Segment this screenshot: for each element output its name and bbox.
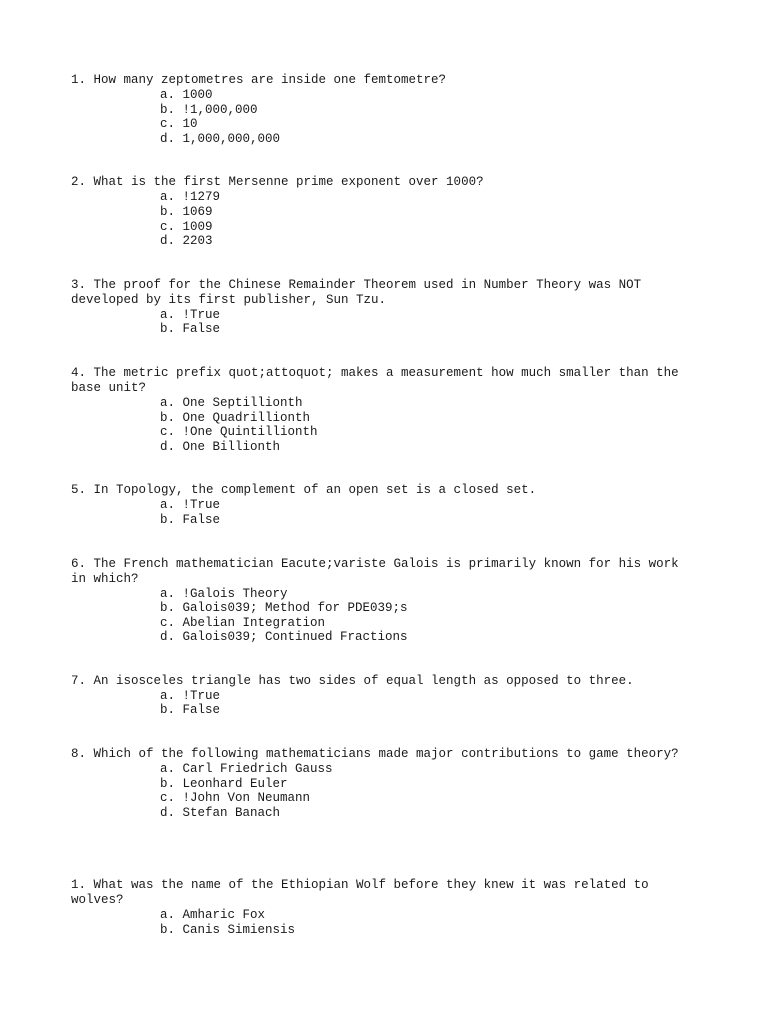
answer-options	[71, 308, 701, 337]
answer-option: a. Carl Friedrich Gauss	[160, 762, 333, 777]
answer-option: c. !John Von Neumann	[160, 791, 311, 806]
answer-option: a. !True	[160, 307, 221, 322]
question-7	[71, 674, 701, 718]
answer-option: c. 1009	[160, 219, 213, 234]
answer-options	[71, 587, 701, 645]
question-text: 3. The proof for the Chinese Remainder Theorem used in Number Theory was NOT developed by its first publisher, Sun Tzu.	[71, 277, 642, 307]
answer-option: d. 2203	[160, 234, 213, 249]
answer-options	[71, 190, 701, 248]
answer-option: d. 1,000,000,000	[160, 131, 281, 146]
answer-option: b. False	[160, 512, 221, 527]
answer-option: a. !Galois Theory	[160, 586, 288, 601]
answer-option: a. 1000	[160, 88, 213, 102]
question-1	[71, 73, 701, 146]
answer-option: a. One Septillionth	[160, 395, 303, 410]
quiz-document	[71, 73, 701, 938]
answer-option: c. Abelian Integration	[160, 615, 326, 630]
answer-option: b. False	[160, 322, 221, 337]
question-text: 6. The French mathematician Eacute;variste Galois is primarily known for his work in which?	[71, 556, 679, 586]
answer-option: b. !1,000,000	[160, 102, 258, 117]
question-text: 8. Which of the following mathematicians made major contributions to game theory?	[71, 747, 679, 762]
answer-option: a. !1279	[160, 190, 221, 205]
question-text: 5. In Topology, the complement of an open set is a closed set.	[71, 483, 537, 498]
answer-option: a. !True	[160, 688, 221, 703]
question-2	[71, 175, 701, 248]
question-4	[71, 366, 701, 454]
question-3	[71, 278, 701, 337]
answer-option: d. Galois039; Continued Fractions	[160, 630, 408, 645]
answer-option: a. Amharic Fox	[160, 908, 266, 923]
answer-option: b. Galois039; Method for PDE039;s	[160, 601, 408, 616]
question-text: 7. An isosceles triangle has two sides of equal length as opposed to three.	[71, 673, 634, 688]
question-text: 1. What was the name of the Ethiopian Wolf before they knew it was related to wolves?	[71, 878, 649, 908]
question-5	[71, 483, 701, 527]
answer-options	[71, 689, 701, 718]
answer-option: b. Leonhard Euler	[160, 776, 288, 791]
question-6	[71, 557, 701, 645]
question-8	[71, 747, 701, 820]
answer-options	[71, 396, 701, 454]
question-9	[71, 878, 701, 937]
question-text: 2. What is the first Mersenne prime exponent over 1000?	[71, 175, 484, 190]
answer-options	[71, 908, 701, 937]
answer-option: c. 10	[160, 117, 198, 132]
answer-option: b. False	[160, 703, 221, 718]
answer-option: b. 1069	[160, 204, 213, 219]
answer-options	[71, 762, 701, 820]
answer-option: a. !True	[160, 498, 221, 513]
answer-option: d. Stefan Banach	[160, 805, 281, 820]
answer-option: b. Canis Simiensis	[160, 923, 296, 938]
answer-options	[71, 498, 701, 527]
question-text: 4. The metric prefix quot;attoquot; makes a measurement how much smaller than the base unit?	[71, 365, 679, 395]
question-text: 1. How many zeptometres are inside one femtometre?	[71, 73, 447, 87]
answer-option: c. !One Quintillionth	[160, 425, 318, 440]
answer-options	[71, 88, 701, 146]
answer-option: b. One Quadrillionth	[160, 410, 311, 425]
answer-option: d. One Billionth	[160, 439, 281, 454]
